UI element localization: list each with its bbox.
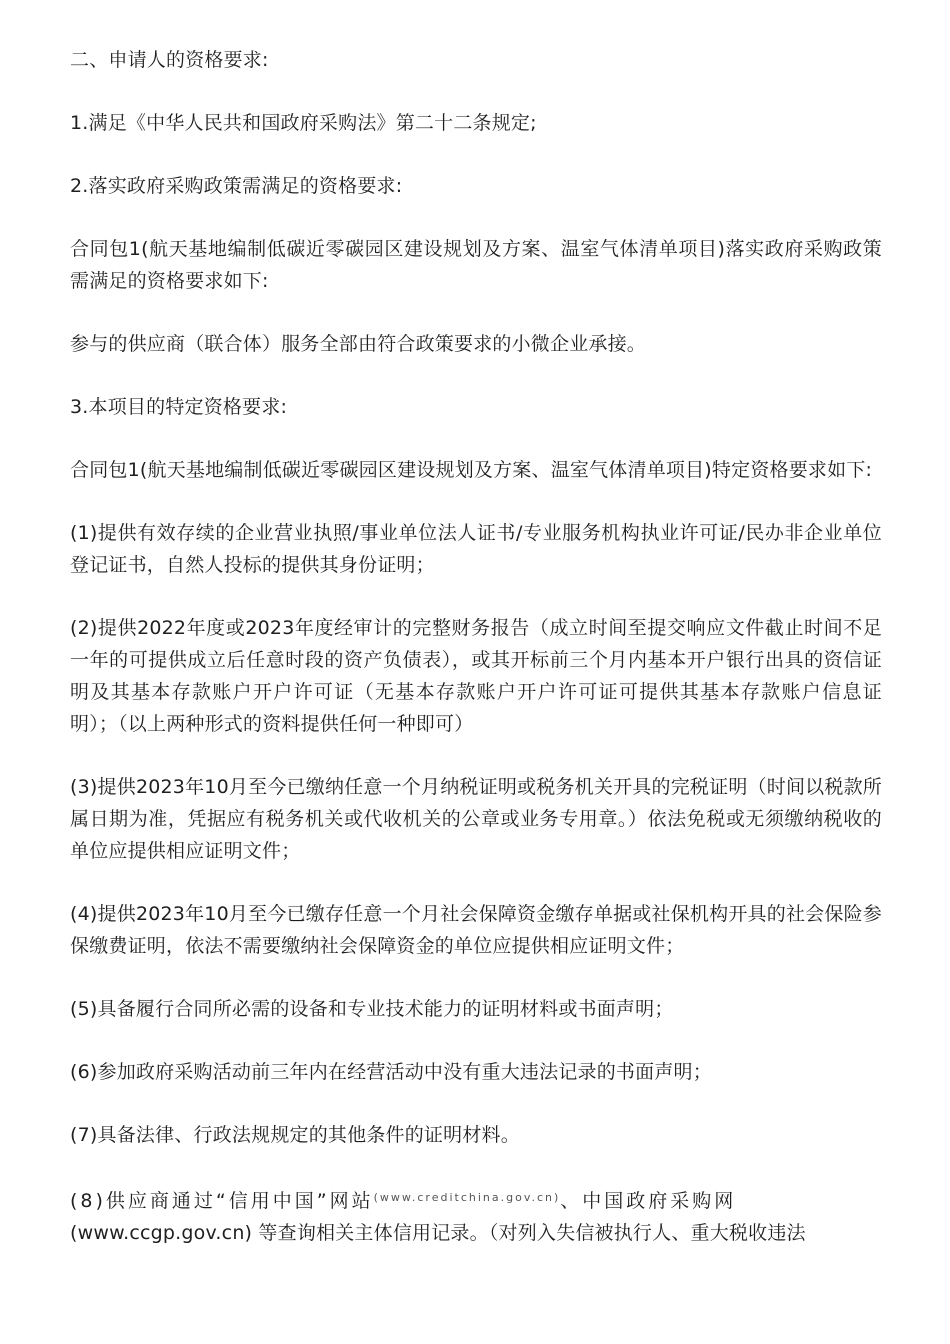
package-specific-requirement: 合同包1(航天基地编制低碳近零碳园区建设规划及方案、温室气体清单项目)特定资格要求如下: bbox=[70, 459, 873, 481]
specific-requirement-4: (4)提供2023年10月至今已缴存任意一个月社会保障资金缴存单据或社保机构开具的社会保险参保缴费证明，依法不需要缴纳社会保障资金的单位应提供相应证明文件； bbox=[70, 903, 882, 957]
requirement-item-1: 1.满足《中华人民共和国政府采购法》第二十二条规定; bbox=[70, 112, 537, 134]
specific-requirement-2: (2)提供2022年度或2023年度经审计的完整财务报告（成立时间至提交响应文件截止时间不足一年的可提供成立后任意时段的资产负债表），或其开标前三个月内基本开户银行出具的资信证明及其基本存款账户开户许可证（无基本存款账户开户许可证可提供其基本存款账户信息证明）；（以上两种形式的资料提供任何一种即可） bbox=[70, 617, 882, 735]
creditchina-url: (www.creditchina.gov.cn) bbox=[373, 1191, 561, 1204]
specific-requirement-7: (7)具备法律、行政法规规定的其他条件的证明材料。 bbox=[70, 1124, 520, 1146]
specific-requirement-8 bbox=[70, 1182, 882, 1249]
req8-lead-text: (8)供应商通过“信用中国”网站 bbox=[70, 1190, 374, 1212]
requirement-item-2: 2.落实政府采购政策需满足的资格要求: bbox=[70, 175, 403, 197]
specific-requirement-1: (1)提供有效存续的企业营业执照/事业单位法人证书/专业服务机构执业许可证/民办非企业单位登记证书，自然人投标的提供其身份证明； bbox=[70, 522, 882, 576]
document-body bbox=[70, 44, 882, 1280]
section-title: 二、申请人的资格要求: bbox=[70, 49, 269, 71]
specific-requirement-3: (3)提供2023年10月至今已缴纳任意一个月纳税证明或税务机关开具的完税证明（时间以税款所属日期为准，凭据应有税务机关或代收机关的公章或业务专用章。）依法免税或无须缴纳税收的单位应提供相应证明文件； bbox=[70, 776, 882, 862]
specific-requirement-5: (5)具备履行合同所必需的设备和专业技术能力的证明材料或书面声明； bbox=[70, 998, 674, 1020]
small-enterprise-requirement: 参与的供应商（联合体）服务全部由符合政策要求的小微企业承接。 bbox=[70, 333, 647, 355]
req8-ccgp-label: 、中国政府采购网 bbox=[560, 1190, 737, 1212]
req8-continuation-text: (www.ccgp.gov.cn) 等查询相关主体信用记录。（对列入失信被执行人、重大税收违法 bbox=[70, 1222, 806, 1244]
requirement-item-3: 3.本项目的特定资格要求: bbox=[70, 396, 288, 418]
package-policy-requirement: 合同包1(航天基地编制低碳近零碳园区建设规划及方案、温室气体清单项目)落实政府采购政策需满足的资格要求如下: bbox=[70, 238, 882, 292]
specific-requirement-6: (6)参加政府采购活动前三年内在经营活动中没有重大违法记录的书面声明； bbox=[70, 1061, 712, 1083]
